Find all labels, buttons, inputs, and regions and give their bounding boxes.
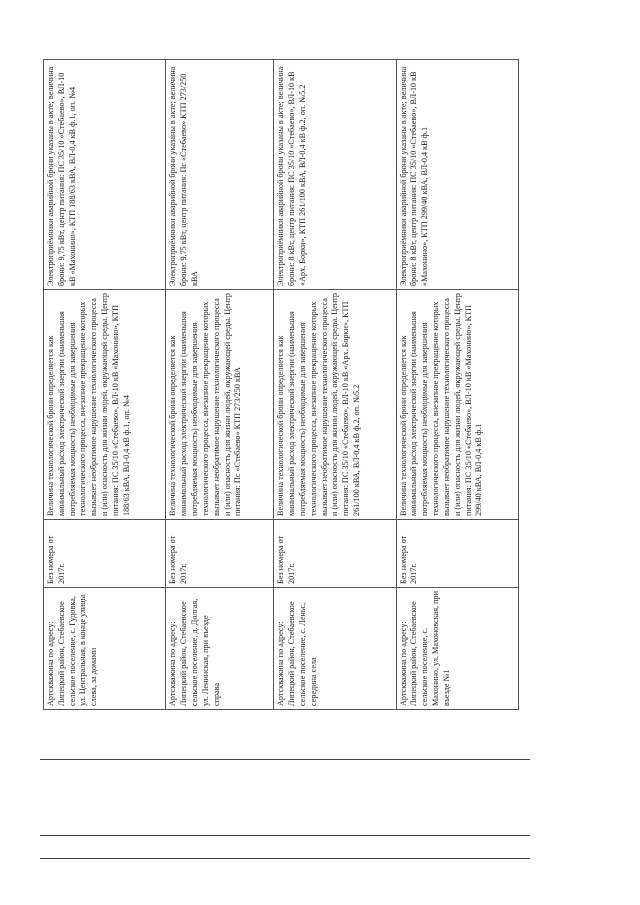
table-row bbox=[396, 60, 518, 710]
emergency-reserve-cell: Электроприёмники аварийной брони указаны в акте; величина брони: 9,75 кВт, центр питания: Пс «Стебаево» КТП 273/250 кВА bbox=[166, 60, 274, 290]
address-cell: Артскважина по адресу: Липецкий район, Стебаевское сельское поселение, д. Долгая, ул. Ленинская, при въезде справа bbox=[166, 588, 274, 710]
address-cell: Артскважина по адресу: Липецкий район, Стебаевское сельское поселение, с. Леньс, середина села bbox=[274, 588, 396, 710]
reserve-table bbox=[43, 59, 519, 710]
separator-line bbox=[40, 759, 530, 760]
number-cell: Без номера от 2017г. bbox=[44, 520, 166, 588]
tech-reserve-cell: Величина технологической брони определяется как минимальный расход электрической энергии (наименьшая потребляемая мощность) необходимые для завершения технологического процесса, внезапное прекращение которых вызывает необратимое нарушение технологического процесса и (или) опасность для жизни людей, окружающей среды. Центр питания: ПС 35/10 «Стебаево», ВЛ-10 кВ «Махонино», КТП 188/63 кВА, ВЛ-0,4 кВ ф.1, оп. №4 bbox=[44, 290, 166, 520]
table-row bbox=[44, 60, 166, 710]
rotated-table-container bbox=[43, 60, 519, 710]
emergency-reserve-cell: Электроприёмники аварийной брони указаны в акте; величина брони: 9,75 кВт, центр питания: ПС 35/10 «Стебаево», ВЛ-10 кВ «Махонино», КТП 188/63 кВА, ВЛ-0,4 кВ ф.1, оп. №4 bbox=[44, 60, 166, 290]
emergency-reserve-cell: Электроприёмники аварийной брони указаны в акте; величина брони: 8 кВт, центр питания: ПС 35/10 «Стебаево», ВЛ-10 кВ «Махонино», КТП 299/40 кВА, ВЛ-0,4 кВ ф.1 bbox=[396, 60, 518, 290]
number-cell: Без номера от 2017г. bbox=[274, 520, 396, 588]
emergency-reserve-cell: Электроприёмники аварийной брони указаны в акте; величина брони: 8 кВт, центр питания: ПС 35/10 «Стебаево», ВЛ-10 кВ «Арх. Борки», КТП 261/100 кВА, ВЛ-0,4 кВ ф.2, оп. №5.2 bbox=[274, 60, 396, 290]
number-cell: Без номера от 2017г. bbox=[396, 520, 518, 588]
address-cell: Артскважина по адресу: Липецкий район, Стебаевское сельское поселение, с. Махонино, ул. Махоновская, при въезде №1 bbox=[396, 588, 518, 710]
number-cell: Без номера от 2017г. bbox=[166, 520, 274, 588]
separator-line bbox=[40, 835, 530, 836]
separator-line bbox=[40, 858, 530, 859]
table-row bbox=[274, 60, 396, 710]
tech-reserve-cell: Величина технологической брони определяется как минимальный расход электрической энергии (наименьшая потребляемая мощность) необходимые для завершения технологического процесса, внезапное прекращение которых вызывает необратимое нарушение технологического процесса и (или) опасность для жизни людей, окружающей среды. Центр питания: Пс «Стебаево» КТП 273/250 кВА bbox=[166, 290, 274, 520]
tech-reserve-cell: Величина технологической брони определяется как минимальный расход электрической энергии (наименьшая потребляемая мощность) необходимые для завершения технологического процесса, внезапное прекращение которых вызывает необратимое нарушение технологического процесса и (или) опасность для жизни людей, окружающей среды. Центр питания: ПС 35/10 «Стебаево», ВЛ-10 кВ «Арх. Борки», КТП 261/100 кВА, ВЛ-0,4 кВ ф.2, оп. №5.2 bbox=[274, 290, 396, 520]
table-row bbox=[166, 60, 274, 710]
address-cell: Артскважина по адресу: Липецкий район, Стебаевское сельское поселение, с. Гудовка, ул. Центральная, в конце улицы слева, за домами bbox=[44, 588, 166, 710]
tech-reserve-cell: Величина технологической брони определяется как минимальный расход электрической энергии (наименьшая потребляемая мощность) необходимые для завершения технологического процесса, внезапное прекращение которых вызывает необратимое нарушение технологического процесса и (или) опасность для жизни людей, окружающей среды. Центр питания: ПС 35/10 «Стебаево», ВЛ-10 кВ «Махонино», КТП 299/40 кВА, ВЛ-0,4 кВ ф.1 bbox=[396, 290, 518, 520]
